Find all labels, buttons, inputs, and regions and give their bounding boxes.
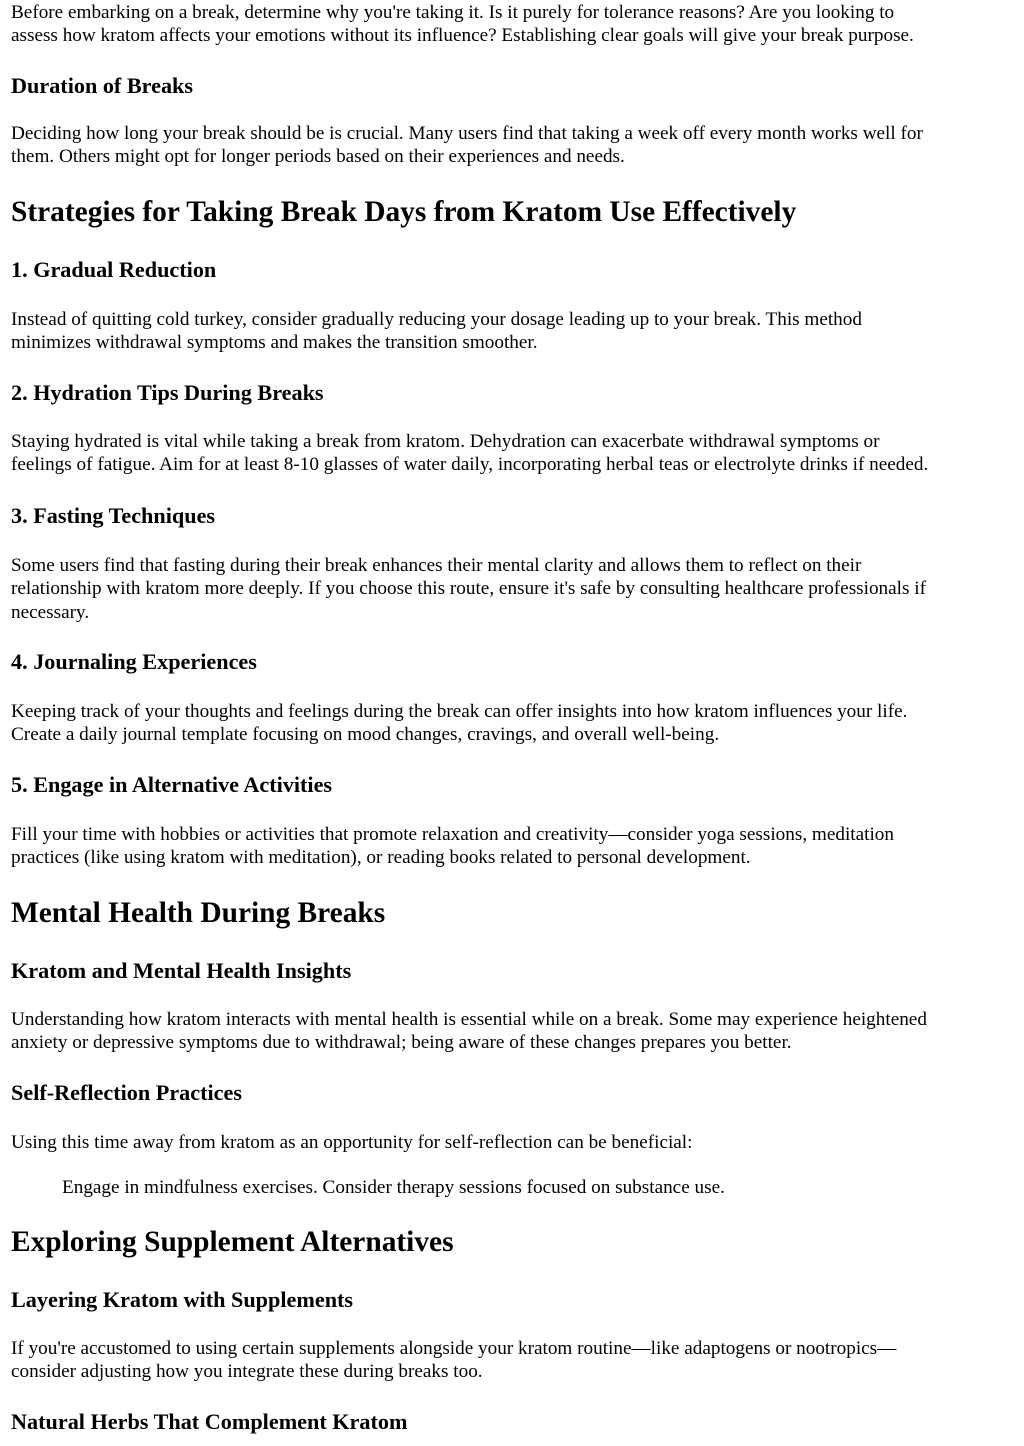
gradual-reduction-paragraph [11,308,862,355]
heading-hydration-tips: 2. Hydration Tips During Breaks [11,380,324,405]
text-line: If you're accustomed to using certain supplements alongside your kratom routine—like adaptogens or nootropics— [11,1338,897,1359]
text-line: Deciding how long your break should be is crucial. Many users find that taking a week off every month works well for [11,123,923,144]
heading-duration-of-breaks: Duration of Breaks [11,73,194,98]
text-line: Fill your time with hobbies or activities that promote relaxation and creativity—consider yoga sessions, meditation [11,824,894,845]
heading-supplement-alternatives: Exploring Supplement Alternatives [11,1226,454,1258]
heading-self-reflection: Self-Reflection Practices [11,1080,243,1105]
heading-gradual-reduction: 1. Gradual Reduction [11,257,217,282]
text-line: assess how kratom affects your emotions without its influence? Establishing clear goals will give your break purpose. [11,25,914,47]
hydration-paragraph [11,430,928,477]
mental-health-insights-paragraph [11,1008,927,1055]
text-line: them. Others might opt for longer periods based on their experiences and needs. [11,146,625,168]
text-line: relationship with kratom more deeply. If you choose this route, ensure it's safe by consulting healthcare professionals if [11,578,926,600]
text-line: anxiety or depressive symptoms due to withdrawal; being aware of these changes prepares you better. [11,1032,792,1054]
duration-paragraph [11,122,923,169]
heading-mental-health-insights: Kratom and Mental Health Insights [11,958,352,983]
self-reflection-list: Engage in mindfulness exercises. Consider therapy sessions focused on substance use. [62,1177,725,1198]
text-line: Staying hydrated is vital while taking a break from kratom. Dehydration can exacerbate withdrawal symptoms or [11,431,880,452]
heading-layering-supplements: Layering Kratom with Supplements [11,1287,354,1312]
alternative-activities-paragraph [11,823,894,870]
text-line: necessary. [11,601,90,623]
text-line: Using this time away from kratom as an opportunity for self-reflection can be beneficial: [11,1132,693,1153]
text-line: Some users find that fasting during their break enhances their mental clarity and allows them to reflect on their [11,555,862,576]
text-line: minimizes withdrawal symptoms and makes the transition smoother. [11,332,538,354]
journaling-paragraph [11,700,907,747]
text-line: Before embarking on a break, determine why you're taking it. Is it purely for tolerance reasons? Are you looking to [11,2,895,23]
text-line: consider adjusting how you integrate these during breaks too. [11,1361,483,1383]
heading-fasting-techniques: 3. Fasting Techniques [11,503,216,528]
fasting-paragraph [11,554,926,624]
text-line: Create a daily journal template focusing on mood changes, cravings, and overall well-being. [11,724,720,746]
text-line: Understanding how kratom interacts with mental health is essential while on a break. Some may experience heightened [11,1009,927,1030]
self-reflection-paragraph [11,1131,692,1154]
heading-mental-health: Mental Health During Breaks [11,897,386,929]
heading-alternative-activities: 5. Engage in Alternative Activities [11,772,333,797]
intro-paragraph [11,1,914,48]
heading-natural-herbs: Natural Herbs That Complement Kratom [11,1409,408,1434]
layering-paragraph [11,1337,896,1384]
text-line: practices (like using kratom with meditation), or reading books related to personal development. [11,847,751,869]
text-line: Instead of quitting cold turkey, consider gradually reducing your dosage leading up to your break. This method [11,309,862,330]
heading-journaling-experiences: 4. Journaling Experiences [11,649,257,674]
heading-strategies: Strategies for Taking Break Days from Kratom Use Effectively [11,196,797,228]
text-line: feelings of fatigue. Aim for at least 8-10 glasses of water daily, incorporating herbal teas or electrolyte drinks if needed. [11,454,929,476]
text-line: Keeping track of your thoughts and feelings during the break can offer insights into how kratom influences your life. [11,701,908,722]
